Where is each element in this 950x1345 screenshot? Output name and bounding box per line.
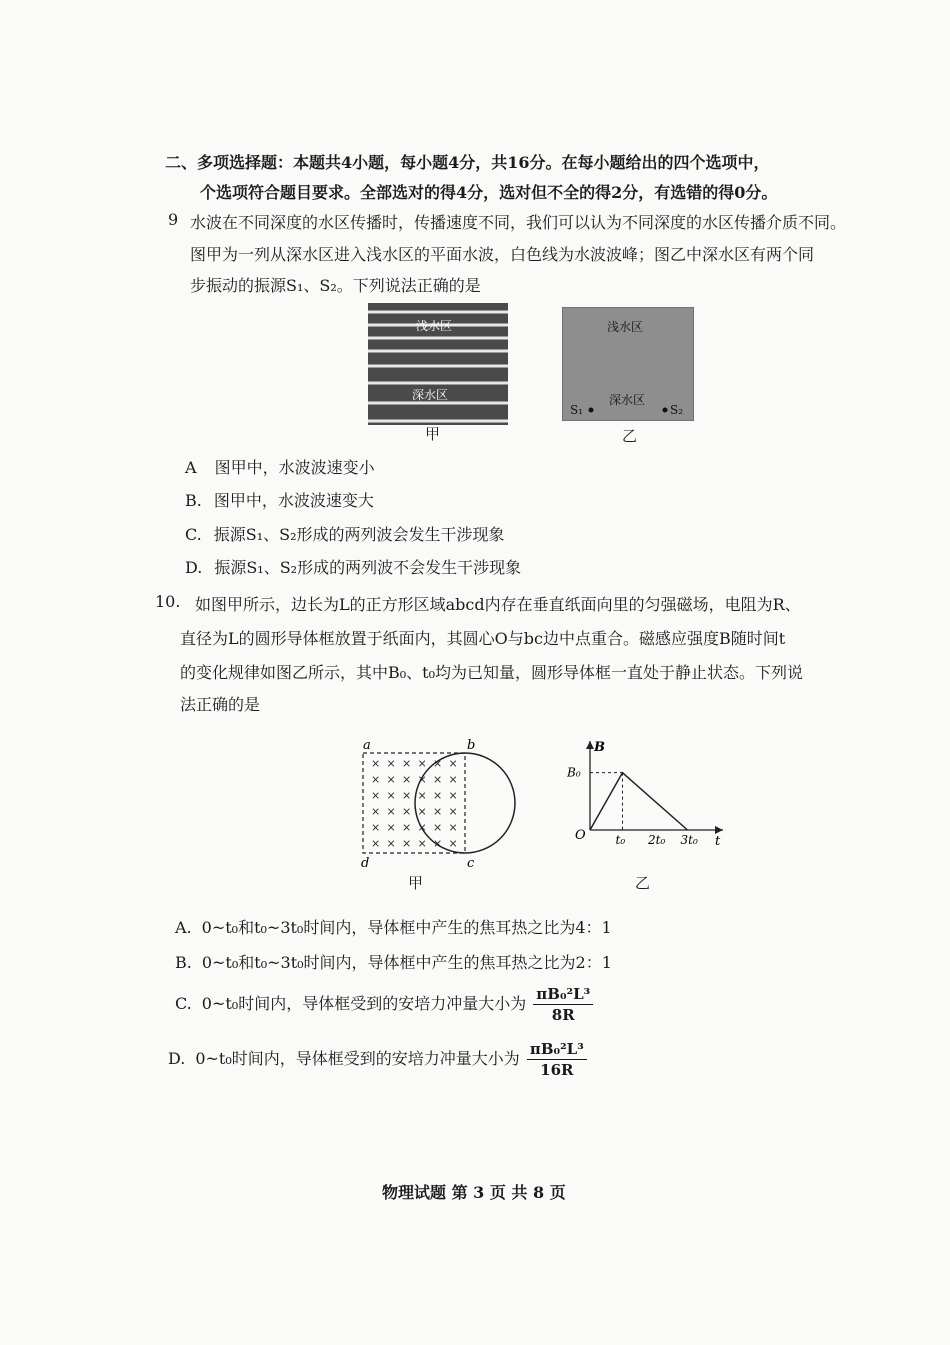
q10-figure-jia xyxy=(355,735,530,870)
option-key: A xyxy=(185,458,197,477)
y-tick-b0: B₀ xyxy=(567,765,581,780)
field-cross-icon: × xyxy=(448,821,458,834)
s2-dot xyxy=(663,408,668,413)
field-cross-icon: × xyxy=(433,821,443,834)
field-cross-icon: × xyxy=(371,805,381,818)
field-cross-icon: × xyxy=(448,757,458,770)
option-c-fraction: $\frac{\text{πB₀²L³}}{8R}$ xyxy=(533,985,593,1024)
x-axis-arrow xyxy=(715,826,723,834)
label-c: c xyxy=(467,856,475,870)
q10-option-b[interactable] xyxy=(175,950,612,973)
yi-deep-label: 深水区 xyxy=(609,393,646,407)
field-cross-icon: × xyxy=(448,805,458,818)
option-key: D. xyxy=(168,1049,186,1068)
yi-s2-label: S₂ xyxy=(670,403,684,417)
q10-option-d[interactable] xyxy=(168,1040,587,1079)
q9-figure-jia xyxy=(368,303,508,425)
option-text: 0~t₀时间内，导体框受到的安培力冲量大小为 xyxy=(201,994,527,1013)
q10-option-c[interactable] xyxy=(175,985,593,1024)
q9-stem-line2: 图甲为一列从深水区进入浅水区的平面水波，白色线为水波波峰；图乙中深水区有两个同 xyxy=(190,245,815,264)
q9-yi-caption: 乙 xyxy=(622,427,638,445)
q10-yi-caption: 乙 xyxy=(635,874,651,892)
field-cross-icon: × xyxy=(417,837,427,850)
field-cross-icon: × xyxy=(417,821,427,834)
field-cross-icon: × xyxy=(417,789,427,802)
option-key: B. xyxy=(175,953,192,972)
option-text: 0~t₀和t₀~3t₀时间内，导体框中产生的焦耳热之比为4：1 xyxy=(201,918,612,937)
field-cross-icon: × xyxy=(386,821,396,834)
q10-figure-yi-chart xyxy=(565,735,730,850)
field-cross-icon: × xyxy=(371,789,381,802)
y-axis-label: B xyxy=(594,740,605,755)
label-d: d xyxy=(361,856,370,870)
yi-shallow-label: 浅水区 xyxy=(607,320,644,334)
q9-jia-caption: 甲 xyxy=(425,425,441,443)
q10-option-a[interactable] xyxy=(175,915,612,938)
label-b: b xyxy=(467,738,476,753)
field-cross-icon: × xyxy=(371,773,381,786)
field-cross-icon: × xyxy=(448,789,458,802)
section-heading-line2: 个选项符合题目要求。全部选对的得4分，选对但不全的得2分，有选错的得0分。 xyxy=(200,183,778,202)
s1-dot xyxy=(589,408,594,413)
field-cross-icon: × xyxy=(386,837,396,850)
option-text: 图甲中，水波波速变小 xyxy=(214,458,375,477)
origin-label: O xyxy=(575,828,586,843)
option-text: 0~t₀时间内，导体框受到的安培力冲量大小为 xyxy=(195,1049,520,1068)
q10-jia-caption: 甲 xyxy=(408,874,424,892)
q9-stem-line1: 水波在不同深度的水区传播时，传播速度不同，我们可以认为不同深度的水区传播介质不同。 xyxy=(190,213,847,232)
field-cross-icon: × xyxy=(448,837,458,850)
field-cross-icon: × xyxy=(386,757,396,770)
x-tick-2t0: 2t₀ xyxy=(648,833,666,847)
field-cross-icon: × xyxy=(433,789,443,802)
q10-stem-line2: 直径为L的圆形导体框放置于纸面内，其圆心O与bc边中点重合。磁感应强度B随时间t xyxy=(180,629,786,648)
q10-stem-line1: 如图甲所示，边长为L的正方形区域abcd内存在垂直纸面向里的匀强磁场，电阻为R、 xyxy=(195,595,801,614)
q9-figure-yi xyxy=(562,307,694,421)
field-cross-icon: × xyxy=(402,773,412,786)
field-cross-icon: × xyxy=(386,805,396,818)
q10-stem-line3: 的变化规律如图乙所示，其中B₀、t₀均为已知量，圆形导体框一直处于静止状态。下列说 xyxy=(180,663,804,682)
jia-shallow-label: 浅水区 xyxy=(416,319,453,333)
field-cross-icon: × xyxy=(417,805,427,818)
label-a: a xyxy=(363,738,371,753)
option-key: A. xyxy=(175,918,192,937)
q10-number: 10. xyxy=(155,592,181,611)
option-key: C. xyxy=(175,994,192,1013)
x-axis-label: t xyxy=(715,834,721,849)
q9-option-b[interactable] xyxy=(185,488,374,511)
x-tick-3t0: 3t₀ xyxy=(680,833,698,847)
option-text: 振源S₁、S₂形成的两列波不会发生干涉现象 xyxy=(214,558,522,577)
circle-right-half xyxy=(465,753,515,853)
field-cross-icon: × xyxy=(433,773,443,786)
field-cross-icon: × xyxy=(433,805,443,818)
q9-stem-line3: 步振动的振源S₁、S₂。下列说法正确的是 xyxy=(190,276,481,295)
q9-option-a[interactable] xyxy=(185,455,375,478)
jia-deep-label: 深水区 xyxy=(412,388,449,402)
field-cross-icon: × xyxy=(433,757,443,770)
field-cross-icon: × xyxy=(402,805,412,818)
field-cross-icon: × xyxy=(402,757,412,770)
field-cross-icon: × xyxy=(417,757,427,770)
option-text: 振源S₁、S₂形成的两列波会发生干涉现象 xyxy=(213,525,505,544)
b-t-series-line xyxy=(590,773,688,830)
option-d-fraction: $\frac{\text{πB₀²L³}}{16R}$ xyxy=(527,1040,587,1079)
option-text: 0~t₀和t₀~3t₀时间内，导体框中产生的焦耳热之比为2：1 xyxy=(201,953,612,972)
q9-number: 9 xyxy=(168,210,179,229)
option-key: C. xyxy=(185,525,202,544)
yi-s1-label: S₁ xyxy=(570,403,584,417)
field-cross-icon: × xyxy=(417,773,427,786)
q9-option-d[interactable] xyxy=(185,555,521,578)
field-cross-icon: × xyxy=(402,789,412,802)
x-tick-t0: t₀ xyxy=(615,833,626,847)
field-cross-icon: × xyxy=(371,837,381,850)
page-footer: 物理试题 第 3 页 共 8 页 xyxy=(382,1183,566,1202)
field-cross-icon: × xyxy=(402,821,412,834)
field-cross-icon: × xyxy=(371,757,381,770)
field-cross-icon: × xyxy=(433,837,443,850)
option-key: D. xyxy=(185,558,203,577)
field-cross-icon: × xyxy=(386,773,396,786)
q10-stem-line4: 法正确的是 xyxy=(180,695,261,714)
option-key: B. xyxy=(185,491,202,510)
section-heading-line1: 二、多项选择题：本题共4小题，每小题4分，共16分。在每小题给出的四个选项中， xyxy=(165,153,770,172)
field-cross-icon: × xyxy=(371,821,381,834)
field-cross-icon: × xyxy=(448,773,458,786)
q9-option-c[interactable] xyxy=(185,522,505,545)
field-cross-icon: × xyxy=(402,837,412,850)
y-axis-arrow xyxy=(586,741,594,749)
option-text: 图甲中，水波波速变大 xyxy=(213,491,374,510)
field-cross-icon: × xyxy=(386,789,396,802)
